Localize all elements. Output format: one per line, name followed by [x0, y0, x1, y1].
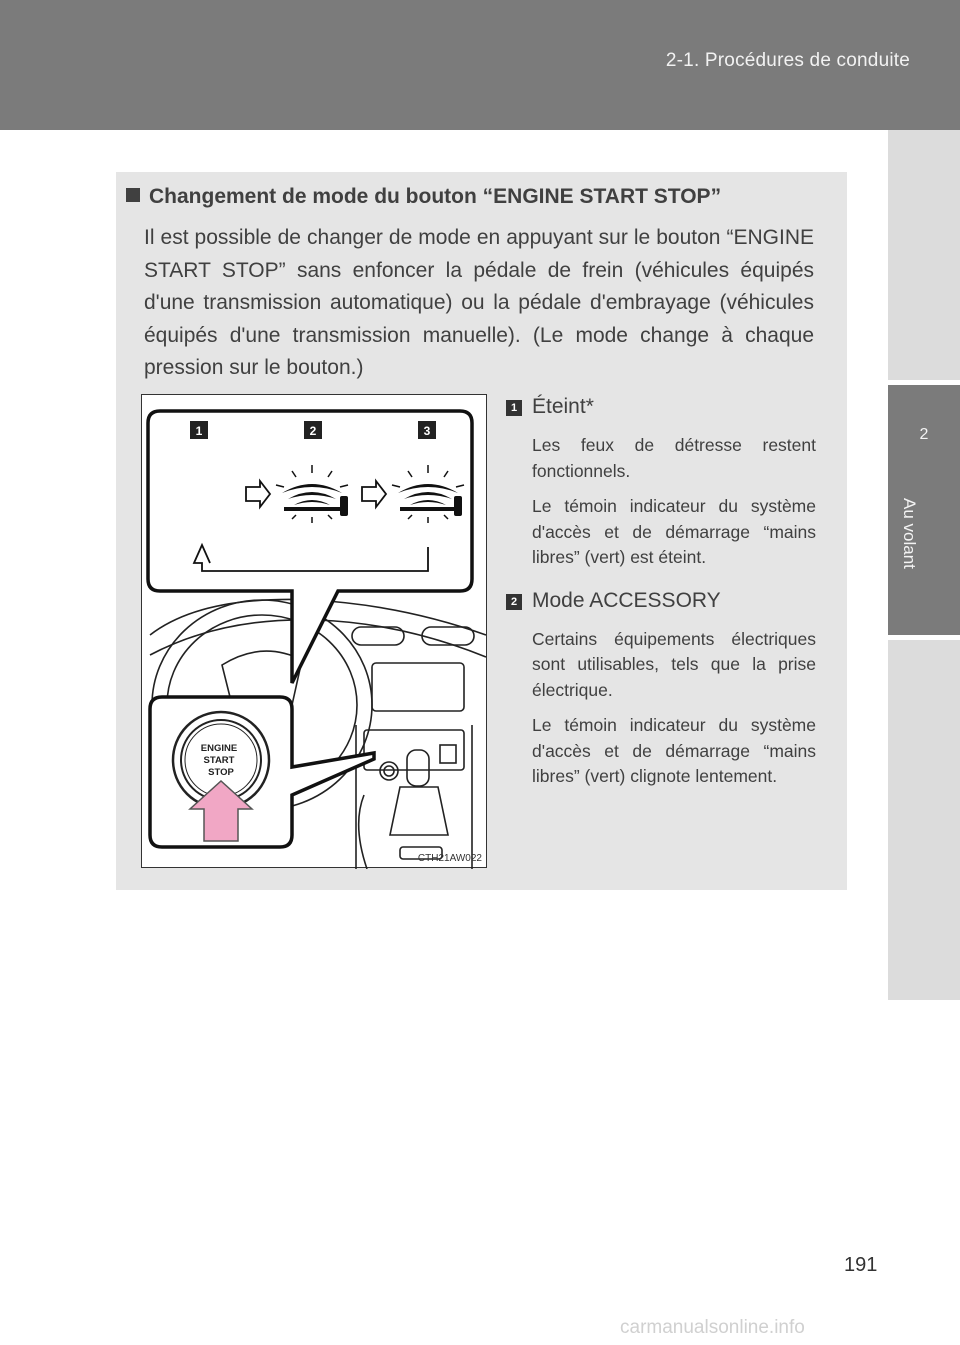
page-number: 191	[844, 1254, 878, 1276]
mode-list	[506, 395, 816, 800]
item-title: Éteint*	[532, 395, 594, 418]
button-label-engine: ENGINE	[200, 743, 238, 754]
chapter-label: Au volant	[900, 498, 919, 569]
notice-heading	[126, 185, 721, 209]
square-bullet-icon	[126, 188, 140, 202]
item-badge: 2	[506, 594, 522, 610]
item-paragraph: Certains équipements électriques sont utilisables, tels que la prise électrique.	[532, 628, 816, 700]
badge-1: 1	[195, 424, 203, 438]
mode-item-accessory	[506, 589, 816, 790]
button-label-stop: STOP	[208, 767, 234, 778]
item-paragraph: Le témoin indicateur du système d'accès et de démarrage “mains libres” (vert) clignote lentement.	[532, 715, 816, 786]
side-tab-lower	[888, 640, 960, 1000]
illustration-drawing	[142, 395, 488, 869]
chapter-number: 2	[919, 426, 929, 443]
chapter-label-wrap	[899, 498, 919, 588]
mode-item-off	[506, 395, 816, 571]
watermark: carmanualsonline.info	[620, 1317, 805, 1338]
badge-2: 2	[309, 424, 317, 438]
item-badge: 1	[506, 400, 522, 416]
badge-3: 3	[423, 424, 431, 438]
section-header: 2-1. Procédures de conduite	[665, 50, 910, 71]
illustration	[141, 394, 487, 868]
item-paragraph: Les feux de détresse restent fonctionnels.	[532, 435, 816, 481]
button-label-start: START	[203, 755, 235, 766]
item-title: Mode ACCESSORY	[532, 588, 721, 612]
figure-code: CTH21AW022	[417, 853, 482, 864]
notice-heading-text: Changement de mode du bouton “ENGINE START STOP”	[149, 185, 722, 208]
item-paragraph: Le témoin indicateur du système d'accès et de démarrage “mains libres” (vert) est éteint.	[532, 496, 816, 567]
notice-intro: Il est possible de changer de mode en appuyant sur le bouton “ENGINE START STOP” sans enfoncer la pédale de frein (véhicules équipés d'une transmission automatique) ou la pédale d'embrayage (véhicules équipés d'une transmission manuelle). (Le mode change à chaque pression sur le bouton.)	[144, 226, 814, 379]
side-tab-upper	[888, 130, 960, 380]
